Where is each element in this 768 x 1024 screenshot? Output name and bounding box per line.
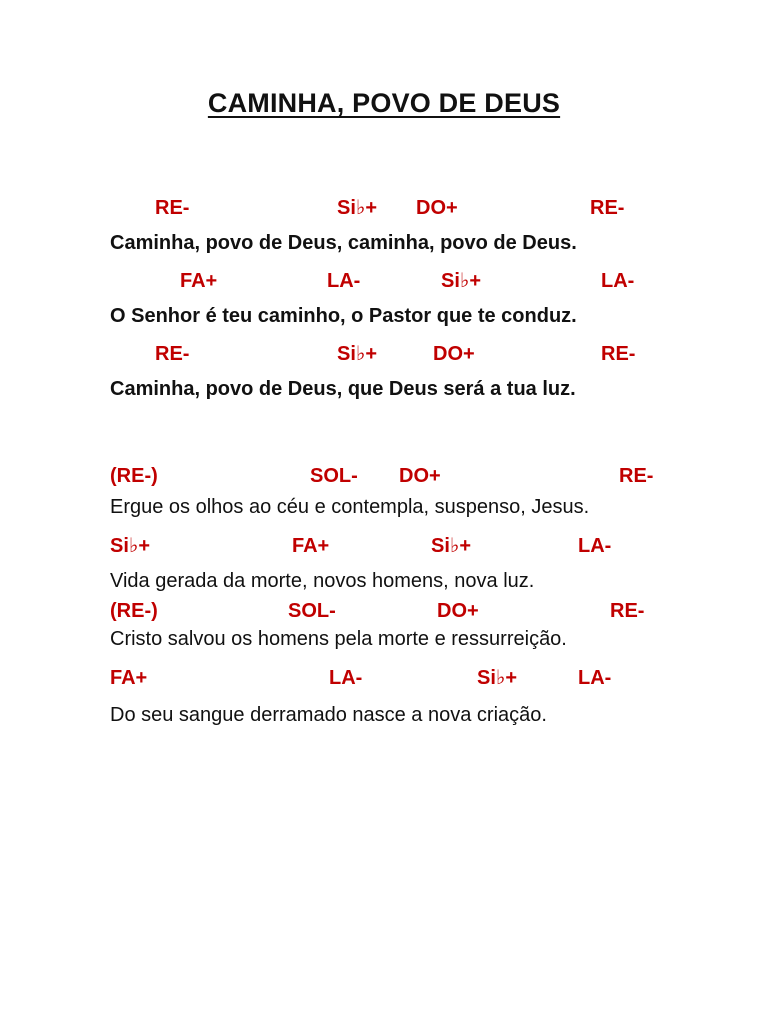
chord: LA- xyxy=(327,270,361,292)
chord: (RE-) xyxy=(110,465,158,487)
chord: RE- xyxy=(619,465,654,487)
chord: RE- xyxy=(601,343,636,365)
chord: Si♭+ xyxy=(110,535,151,557)
chord: RE- xyxy=(590,197,625,219)
chord: SOL- xyxy=(310,465,358,487)
lyric-line: O Senhor é teu caminho, o Pastor que te conduz. xyxy=(110,305,577,327)
lyric-line: Vida gerada da morte, novos homens, nova luz. xyxy=(110,570,535,592)
chord: LA- xyxy=(329,667,363,689)
chord: SOL- xyxy=(288,600,336,622)
chord: DO+ xyxy=(416,197,458,219)
chord: LA- xyxy=(601,270,635,292)
song-title: CAMINHA, POVO DE DEUS xyxy=(207,88,561,118)
lyric-line: Do seu sangue derramado nasce a nova criação. xyxy=(110,704,547,726)
chord: Si♭+ xyxy=(337,197,378,219)
lyric-line: Caminha, povo de Deus, caminha, povo de Deus. xyxy=(110,232,577,254)
chord: FA+ xyxy=(292,535,330,557)
lyric-line: Caminha, povo de Deus, que Deus será a tua luz. xyxy=(110,378,576,400)
chord: RE- xyxy=(155,197,190,219)
chord: RE- xyxy=(610,600,645,622)
chord: (RE-) xyxy=(110,600,158,622)
lyric-line: Cristo salvou os homens pela morte e ressurreição. xyxy=(110,628,567,650)
chord: Si♭+ xyxy=(477,667,518,689)
chord: DO+ xyxy=(437,600,479,622)
chord: FA+ xyxy=(180,270,218,292)
chord: FA+ xyxy=(110,667,148,689)
lyric-line: Ergue os olhos ao céu e contempla, suspenso, Jesus. xyxy=(110,496,590,518)
chord: LA- xyxy=(578,535,612,557)
chord: DO+ xyxy=(433,343,475,365)
chord: Si♭+ xyxy=(337,343,378,365)
chord: DO+ xyxy=(399,465,441,487)
chord: Si♭+ xyxy=(431,535,472,557)
chord: RE- xyxy=(155,343,190,365)
chord: Si♭+ xyxy=(441,270,482,292)
chord: LA- xyxy=(578,667,612,689)
